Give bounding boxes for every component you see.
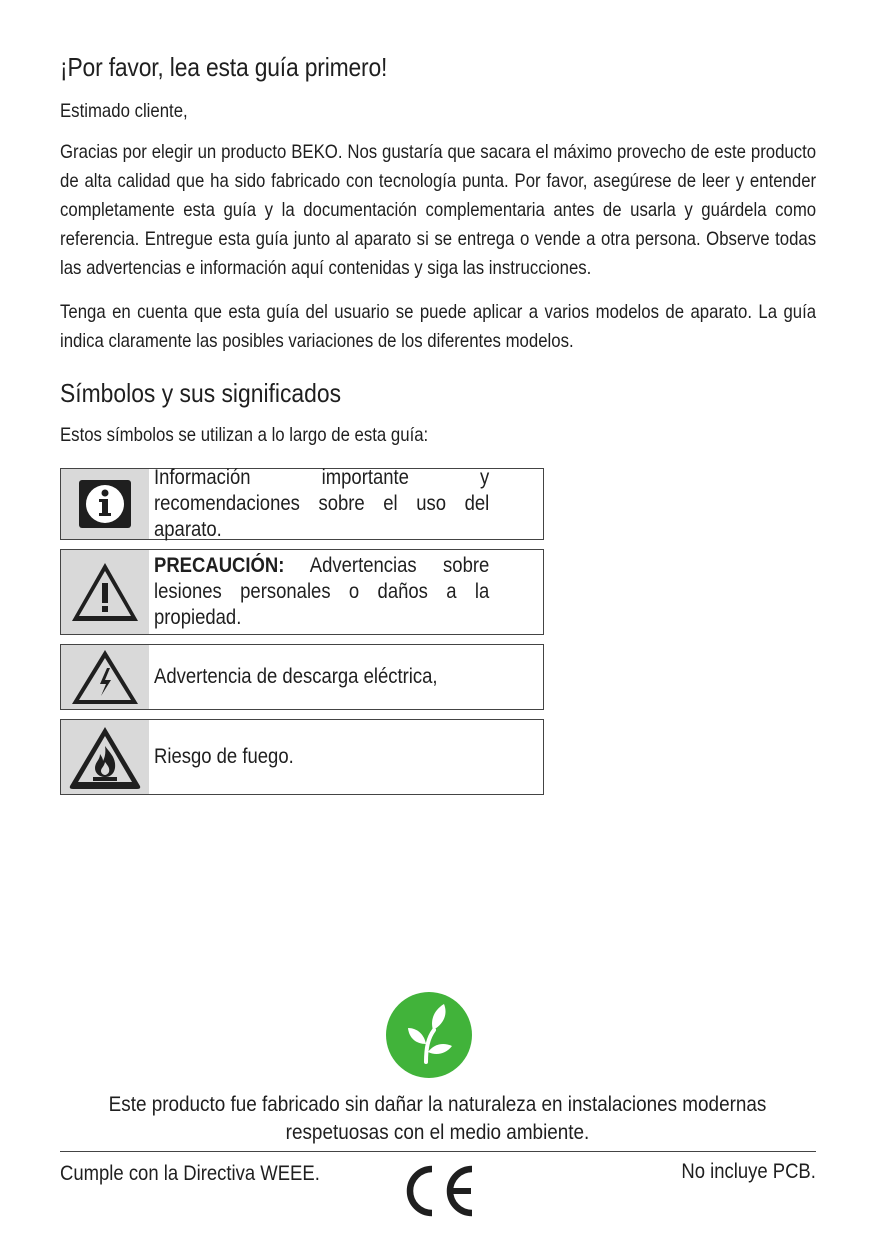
symbol-icon-cell [61,645,149,709]
symbol-icon-cell [61,469,149,539]
symbol-row-caution [60,549,544,635]
caution-text [154,553,489,631]
symbol-text-cell [149,550,543,634]
warning-icon [69,559,141,625]
symbols-intro: Estos símbolos se utilizan a lo largo de esta guía: [60,424,429,446]
greeting: Estimado cliente, [60,100,188,122]
electric-shock-icon [69,647,141,707]
symbols-heading-text: Símbolos y sus significados [60,378,342,408]
symbol-description: Advertencias sobre lesiones personales o daños a la propiedad. [154,554,490,629]
symbol-text-cell [149,466,543,541]
eco-statement [40,1091,835,1147]
fire-risk-icon [67,724,143,790]
symbol-icon-cell [61,550,149,634]
symbol-row-fire [60,719,544,795]
weee-text: Cumple con la Directiva WEEE. [60,1162,320,1185]
pcb-statement [663,1160,816,1184]
weee-compliance [60,1162,355,1186]
symbols-intro-wrap [60,421,816,450]
symbol-icon-cell [61,720,149,794]
caution-label: PRECAUCIÓN: [154,554,285,577]
paragraph-models: Tenga en cuenta que esta guía del usuario se puede aplicar a varios modelos de aparato. La guía indica claramente las posibles variaciones de los diferentes modelos. [60,301,817,352]
symbol-description: Información importante y recomendaciones sobre el uso del aparato. [154,466,490,541]
symbol-text-cell [149,645,543,709]
symbols-table [60,468,544,795]
footer-divider [60,1151,816,1152]
intro-block [60,97,816,356]
ce-mark-icon [400,1163,478,1219]
symbol-text-cell [149,720,543,794]
paragraph-intro: Gracias por elegir un producto BEKO. Nos gustaría que sacara el máximo provecho de este producto de alta calidad que ha sido fabricado con tecnología punta. Por favor, asegúrese de leer y entender completamente esta guía y la documentación complementaria antes de usarla y guárdela como referencia. Entregue esta guía junto al aparato si se entrega o vende a otra persona. Observe todas las advertencias e información aquí contenidas y siga las instrucciones. [60,141,817,279]
eco-text: Este producto fue fabricado sin dañar la naturaleza en instalaciones modernas respetuosas con el medio ambiente. [108,1093,767,1144]
page-content [60,52,816,804]
symbol-row-electric [60,644,544,710]
page-title: ¡Por favor, lea esta guía primero! [60,52,388,82]
info-icon [77,478,133,530]
eco-leaf-icon [386,992,472,1078]
pcb-text: No incluye PCB. [681,1160,816,1183]
symbol-description: Advertencia de descarga eléctrica, [154,665,438,688]
symbol-row-info [60,468,544,540]
symbols-heading [60,378,816,409]
symbol-description: Riesgo de fuego. [154,745,294,768]
